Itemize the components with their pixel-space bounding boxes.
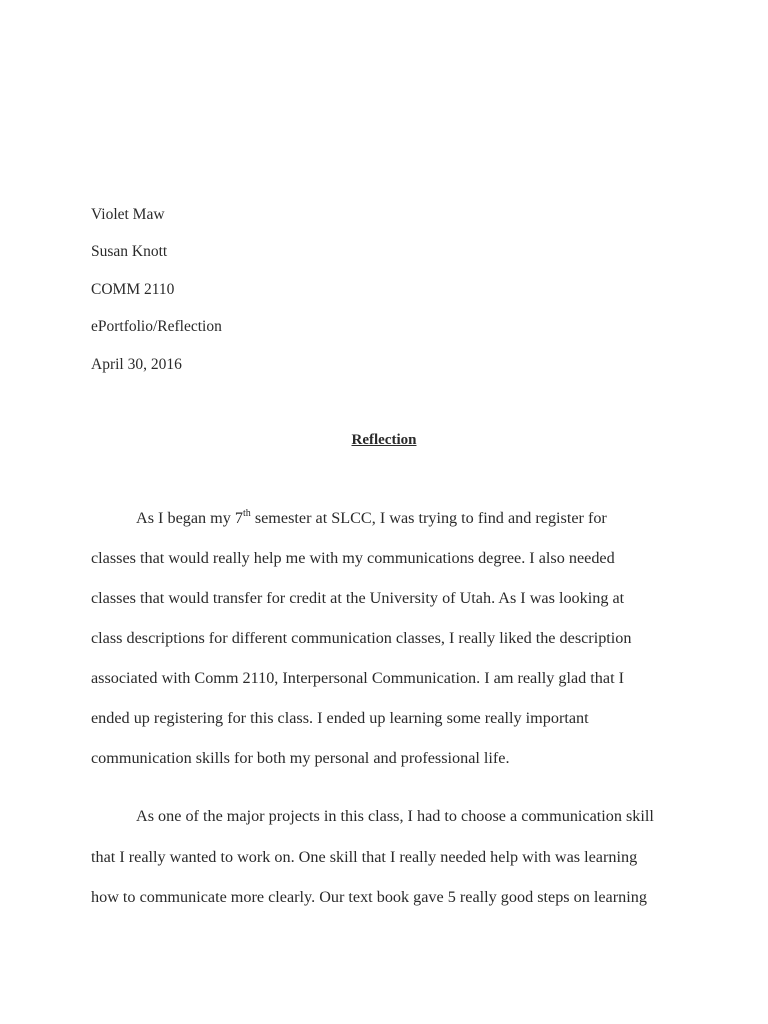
paragraph-1-line-6: ended up registering for this class. I ended up learning some really important <box>91 709 589 727</box>
paragraph-1-line-1-rest: semester at SLCC, I was trying to find and register for <box>250 509 607 527</box>
document-date: April 30, 2016 <box>91 356 182 373</box>
paragraph-1-line-1-text: As I began my 7 <box>136 509 243 527</box>
ordinal-suffix: th <box>243 508 251 519</box>
assignment-name: ePortfolio/Reflection <box>91 318 222 335</box>
instructor-name: Susan Knott <box>91 243 168 260</box>
paragraph-1-line-4: class descriptions for different communication classes, I really liked the description <box>91 629 632 647</box>
paragraph-1-line-1 <box>136 508 607 528</box>
paragraph-2-line-2: that I really wanted to work on. One skill that I really needed help with was learning <box>91 848 638 866</box>
document-title: Reflection <box>351 432 417 448</box>
student-name: Violet Maw <box>91 206 165 223</box>
paragraph-2-line-3: how to communicate more clearly. Our text book gave 5 really good steps on learning <box>91 888 647 906</box>
paragraph-1-line-5: associated with Comm 2110, Interpersonal Communication. I am really glad that I <box>91 669 625 687</box>
paragraph-2-line-1: As one of the major projects in this class, I had to choose a communication skill <box>136 807 654 825</box>
paragraph-1-line-2: classes that would really help me with my communications degree. I also needed <box>91 549 615 567</box>
paragraph-1-line-3: classes that would transfer for credit at the University of Utah. As I was looking at <box>91 589 625 607</box>
course-code: COMM 2110 <box>91 281 175 298</box>
paragraph-1-line-7: communication skills for both my personal and professional life. <box>91 749 510 767</box>
